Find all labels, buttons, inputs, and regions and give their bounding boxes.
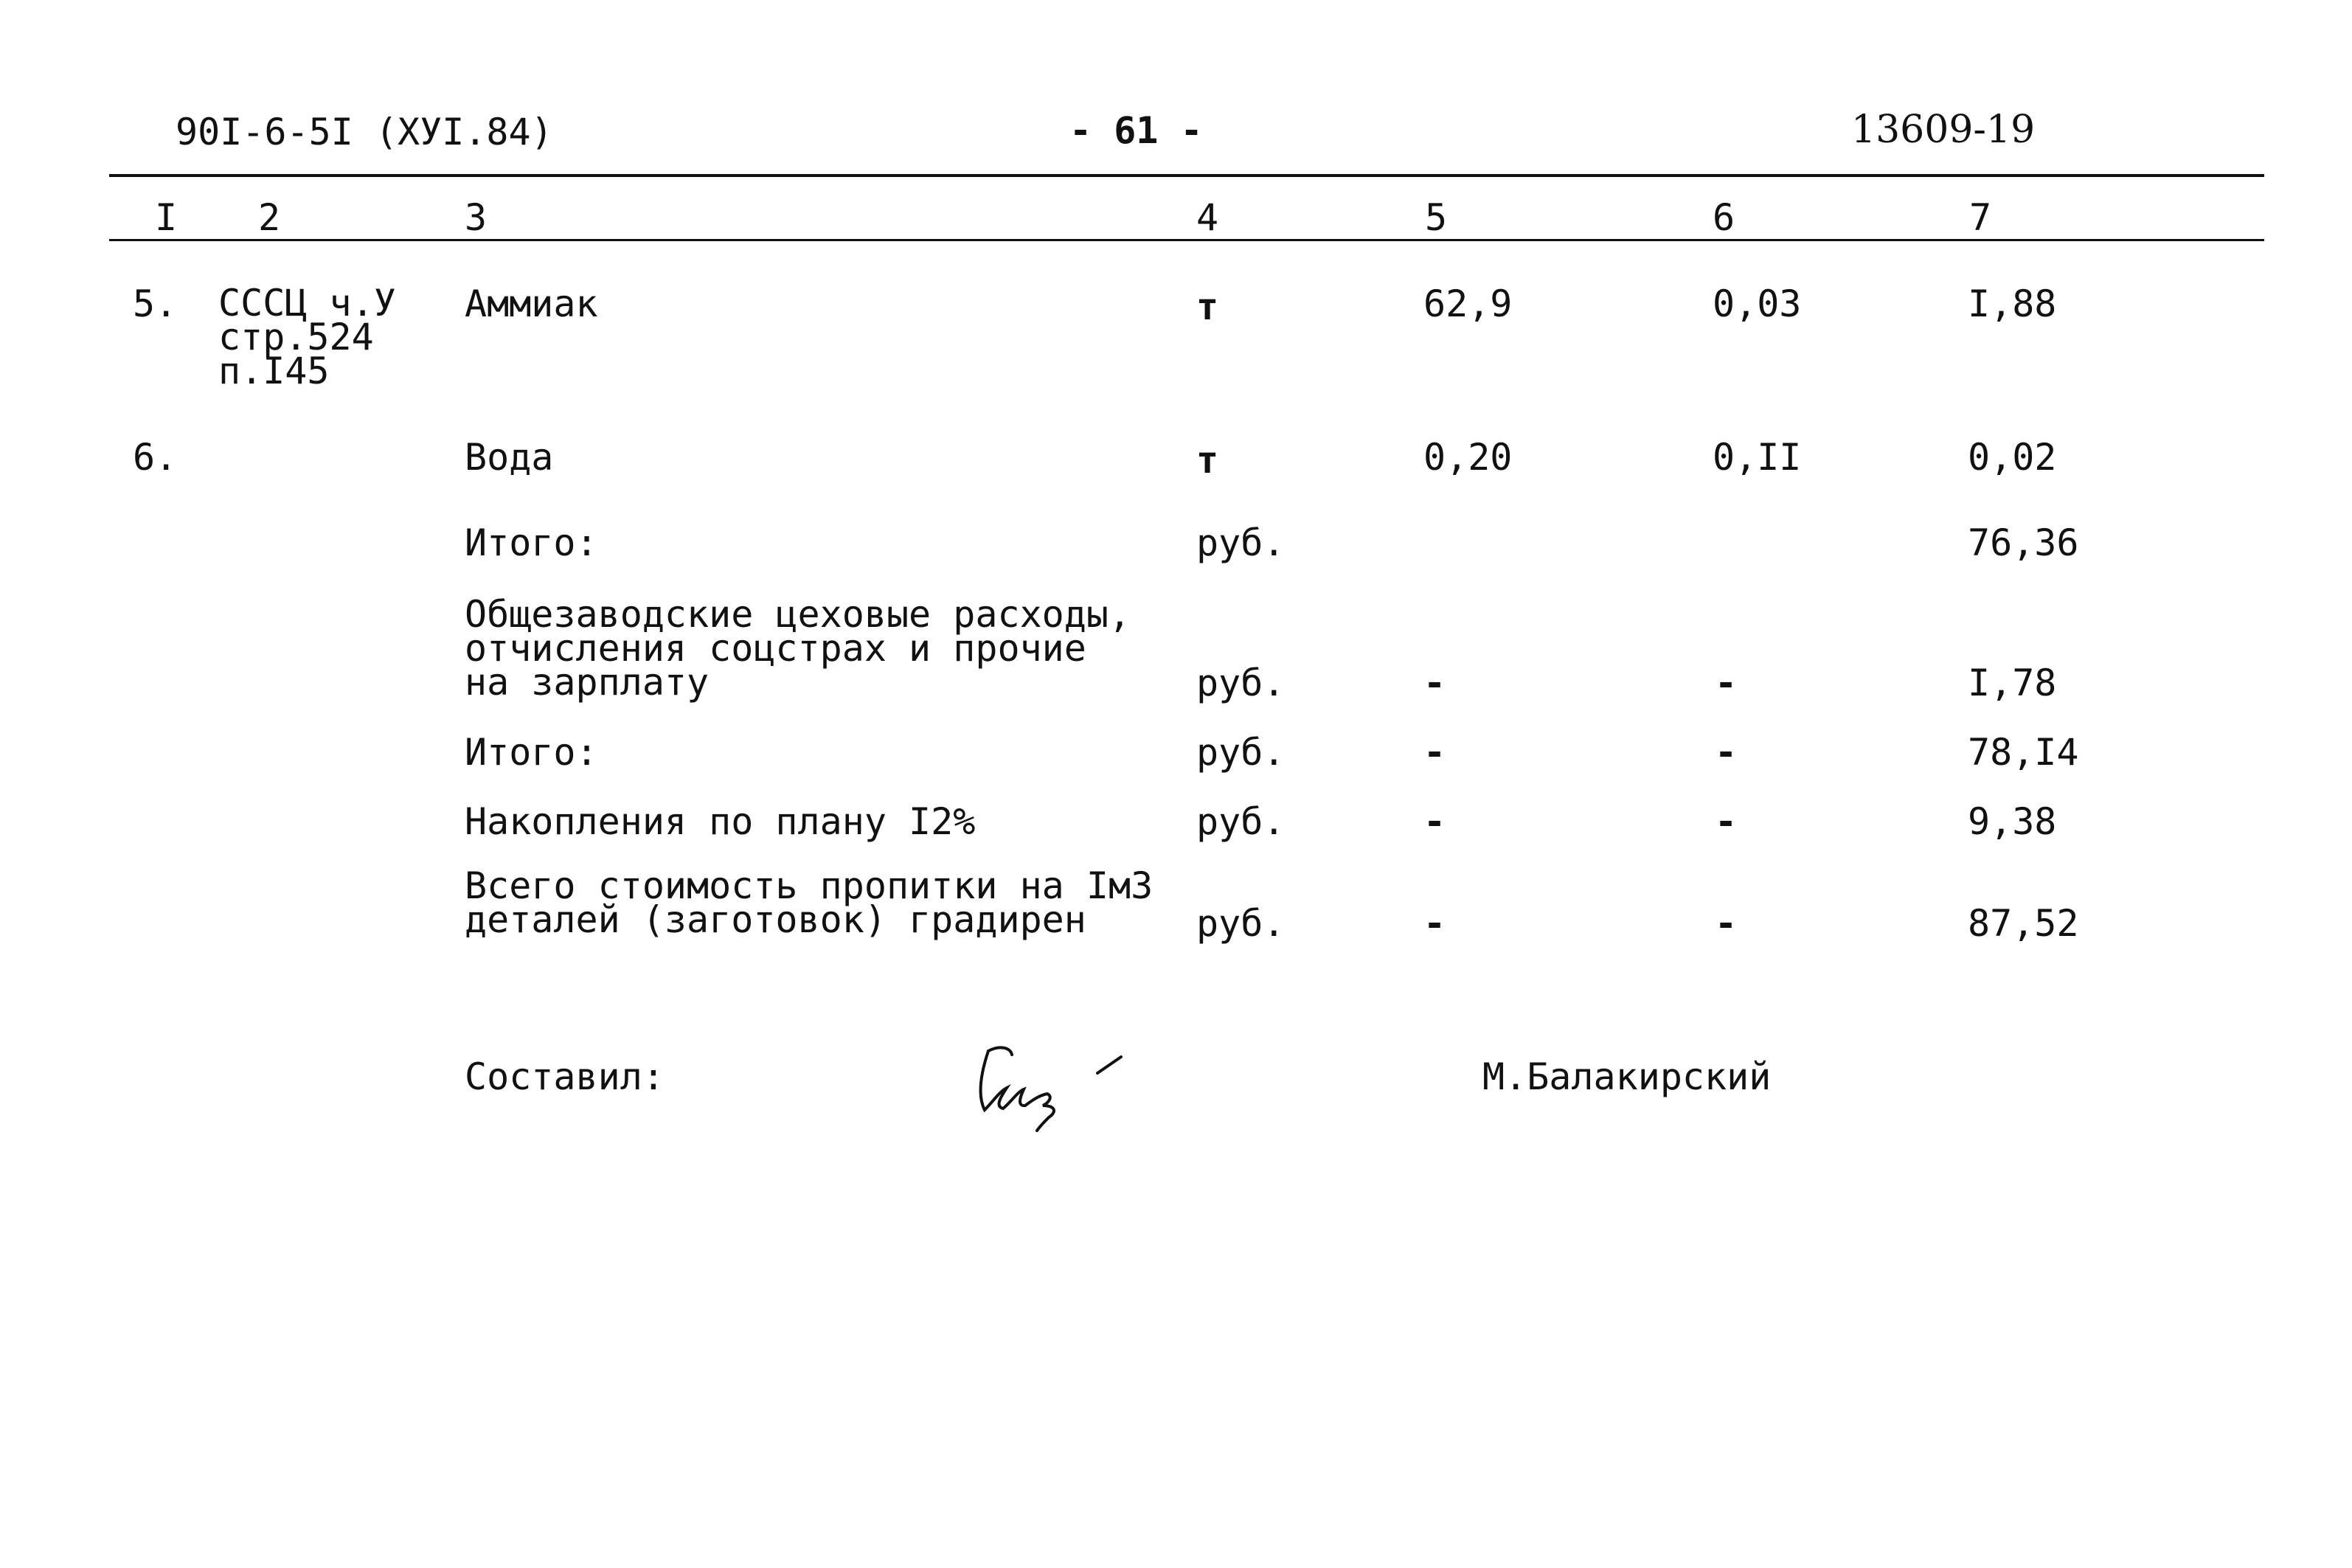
row-total: 76,36: [1968, 521, 2079, 564]
sheet-code: 13609-19: [1851, 108, 2036, 152]
row-name: Накопления по плану I2%: [465, 800, 976, 843]
signature: [966, 1029, 1143, 1132]
row-total: I,88: [1968, 282, 2057, 325]
row-quantity: -: [1423, 731, 1446, 774]
row-unit: т: [1196, 285, 1219, 328]
row-price: -: [1715, 731, 1738, 774]
row-name: Всего стоимость пропитки на Iм3 деталей (заготовок) градирен: [465, 864, 1154, 941]
row-quantity: 0,20: [1423, 436, 1513, 479]
row-name: Итого:: [465, 521, 598, 564]
column-number-4: 4: [1196, 196, 1219, 239]
table-top-rule: [109, 174, 2264, 177]
row-unit: руб.: [1196, 731, 1286, 774]
column-number-2: 2: [258, 196, 281, 239]
row-name: Общезаводские цеховые расходы, отчисления соцстрах и прочие на зарплату: [465, 593, 1131, 704]
row-price: -: [1715, 800, 1738, 843]
row-unit: руб.: [1196, 800, 1286, 843]
row-unit: руб.: [1196, 902, 1286, 945]
column-number-7: 7: [1969, 196, 1992, 239]
row-name: Итого:: [465, 731, 598, 774]
row-total: 0,02: [1968, 436, 2057, 479]
row-name: Аммиак: [465, 282, 598, 325]
row-price: 0,03: [1713, 282, 1802, 325]
row-quantity: -: [1423, 902, 1446, 945]
row-number: 6.: [133, 436, 178, 479]
row-total: 9,38: [1968, 800, 2057, 843]
row-quantity: -: [1423, 662, 1446, 704]
column-number-5: 5: [1425, 196, 1448, 239]
document-code: 90I-6-5I (XУI.84): [176, 111, 553, 153]
row-total: 78,I4: [1968, 731, 2079, 774]
row-unit: руб.: [1196, 662, 1286, 704]
row-number: 5.: [133, 282, 178, 325]
table-header-rule: [109, 239, 2264, 241]
compiler-name: М.Балакирский: [1482, 1055, 1772, 1098]
row-price: -: [1715, 662, 1738, 704]
row-quantity: 62,9: [1423, 282, 1513, 325]
compiled-label: Составил:: [465, 1055, 665, 1098]
row-price: -: [1715, 902, 1738, 945]
row-unit: руб.: [1196, 521, 1286, 564]
row-reference: СССЦ ч.У стр.524 п.I45: [218, 282, 396, 392]
row-total: I,78: [1968, 662, 2057, 704]
row-price: 0,II: [1713, 436, 1802, 479]
row-total: 87,52: [1968, 902, 2079, 945]
column-number-6: 6: [1713, 196, 1735, 239]
row-quantity: -: [1423, 800, 1446, 843]
row-name: Вода: [465, 436, 554, 479]
column-number-1: I: [155, 196, 178, 239]
page-number: - 61 -: [1069, 109, 1203, 152]
column-number-3: 3: [465, 196, 488, 239]
row-unit: т: [1196, 439, 1219, 482]
